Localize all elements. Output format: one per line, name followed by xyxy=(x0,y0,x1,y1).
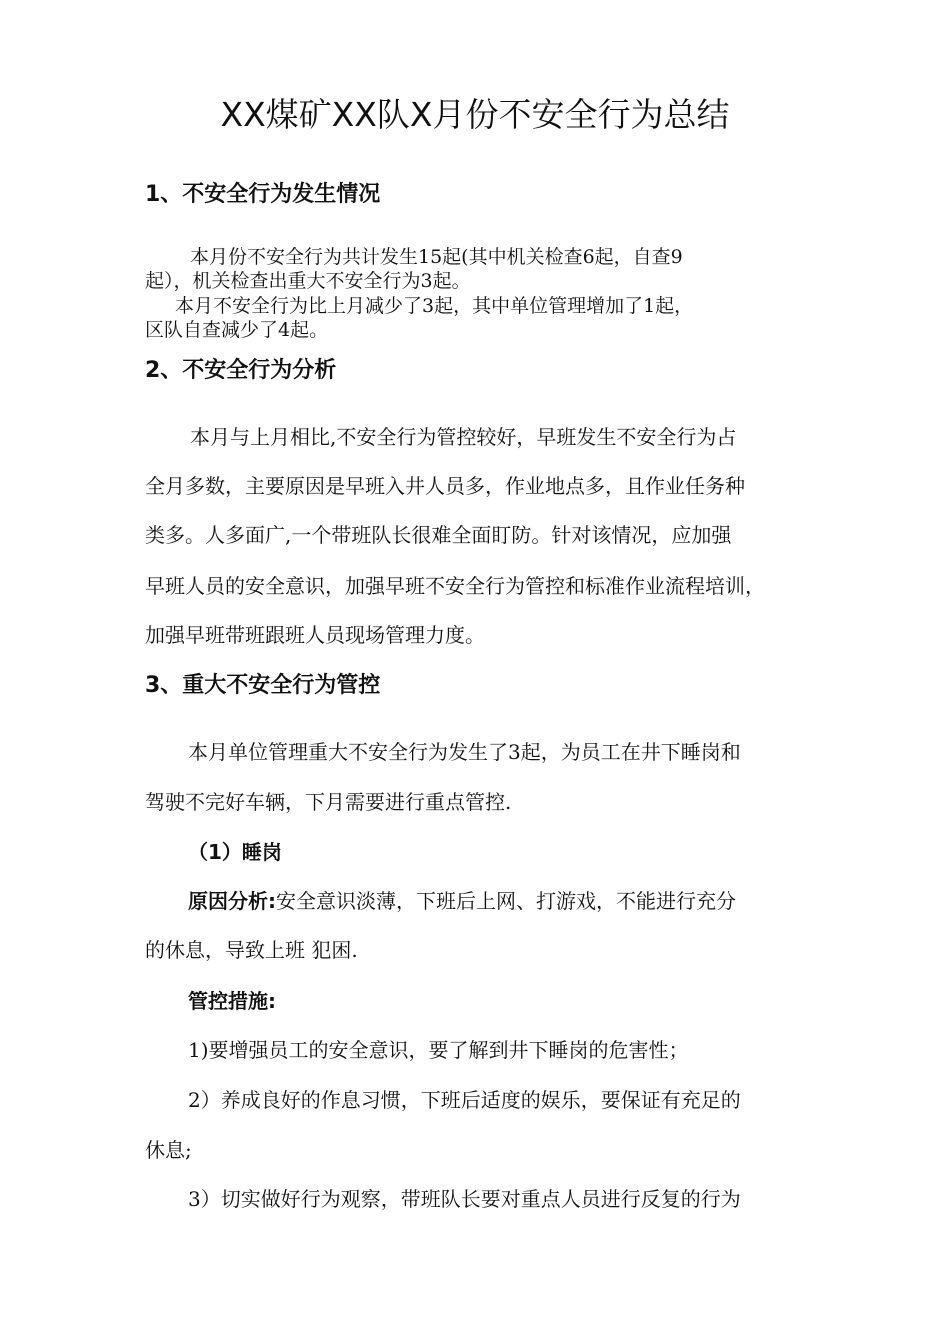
cause-line-2: 的休息，导致上班 犯困. xyxy=(145,938,358,962)
document-title: XX煤矿XX队X月份不安全行为总结 xyxy=(220,95,730,134)
measures-label: 管控措施: xyxy=(188,989,276,1013)
section-1-line-3: 本月不安全行为比上月减少了3起，其中单位管理增加了1起， xyxy=(175,295,694,317)
section-1-heading: 1、不安全行为发生情况 xyxy=(145,182,381,207)
measure-2: 2）养成良好的作息习惯，下班后适度的娱乐，要保证有充足的 xyxy=(188,1088,741,1112)
section-3-subheading: （1）睡岗 xyxy=(188,840,282,864)
cause-label: 原因分析: xyxy=(188,889,276,913)
section-2-line-3: 类多。人多面广,一个带班队长很难全面盯防。针对该情况，应加强 xyxy=(145,523,732,547)
section-2-line-5: 加强早班带班跟班人员现场管理力度。 xyxy=(145,623,485,647)
section-1-line-4: 区队自查减少了4起。 xyxy=(145,319,329,341)
section-2-line-1: 本月与上月相比,不安全行为管控较好，早班发生不安全行为占 xyxy=(190,425,737,449)
section-2-heading: 2、不安全行为分析 xyxy=(145,358,337,383)
section-2-line-4: 早班人员的安全意识，加强早班不安全行为管控和标准作业流程培训， xyxy=(145,574,765,598)
section-3-line-1: 本月单位管理重大不安全行为发生了3起，为员工在井下睡岗和 xyxy=(188,740,741,764)
cause-text-1: 安全意识淡薄，下班后上网、打游戏，不能进行充分 xyxy=(276,889,736,913)
section-1-line-1: 本月份不安全行为共计发生15起(其中机关检查6起，自查9 xyxy=(190,246,683,268)
measure-1: 1)要增强员工的安全意识，要了解到井下睡岗的危害性； xyxy=(188,1038,689,1062)
section-1-line-2: 起），机关检查出重大不安全行为3起。 xyxy=(145,270,471,292)
measure-2-cont: 休息; xyxy=(145,1138,192,1162)
cause-line-1 xyxy=(188,887,736,915)
section-3-heading: 3、重大不安全行为管控 xyxy=(145,673,381,698)
section-2-line-2: 全月多数，主要原因是早班入井人员多，作业地点多，且作业任务种 xyxy=(145,474,745,498)
measure-3: 3）切实做好行为观察，带班队长要对重点人员进行反复的行为 xyxy=(188,1187,741,1211)
section-3-line-2: 驾驶不完好车辆，下月需要进行重点管控. xyxy=(145,790,512,814)
